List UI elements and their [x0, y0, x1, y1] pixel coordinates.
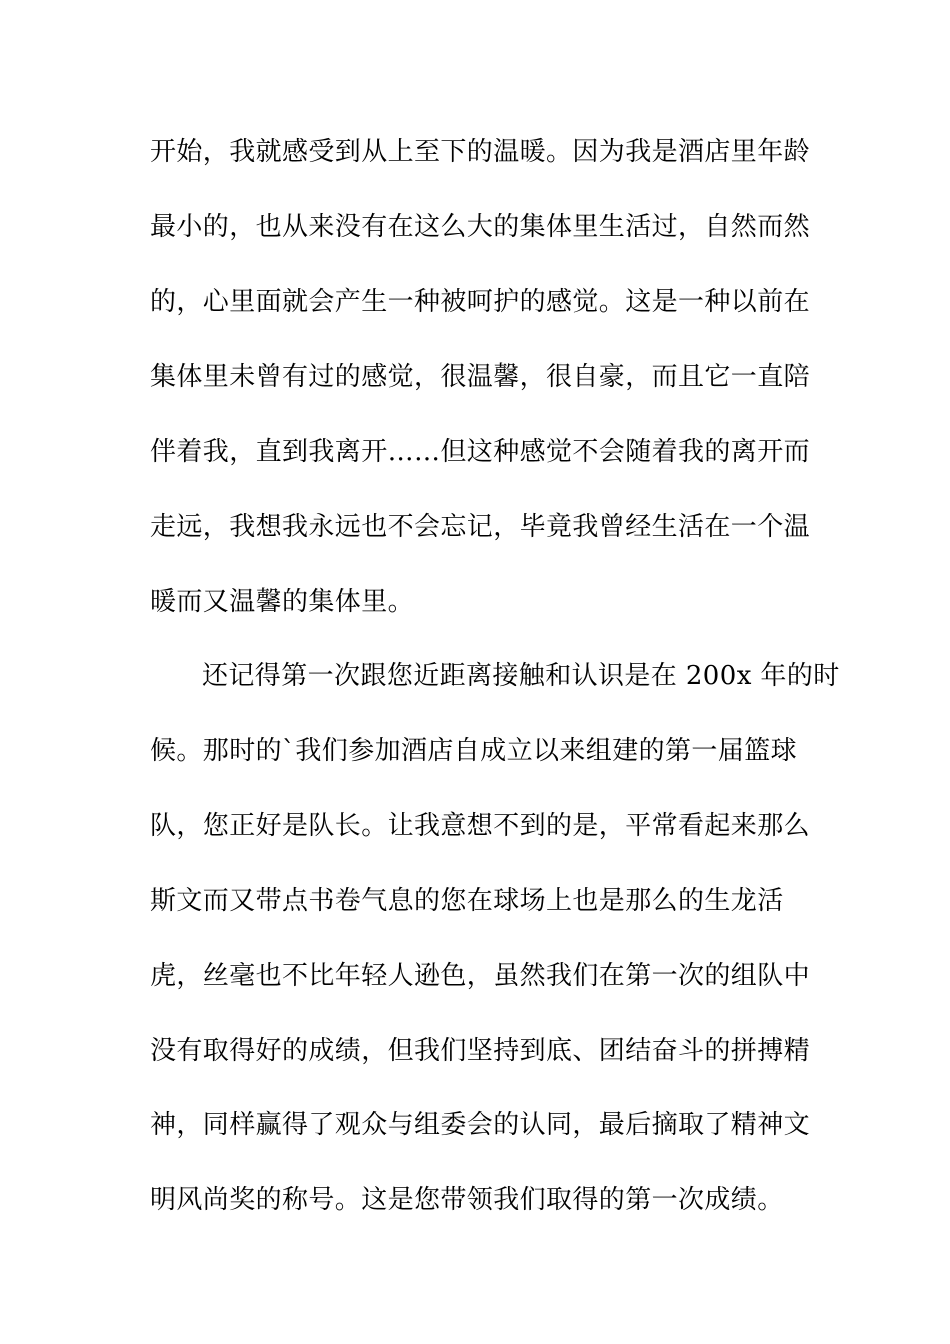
paragraph-1-line-3: 的，心里面就会产生一种被呵护的感觉。这是一种以前在: [150, 287, 811, 317]
paragraph-1-line-5: 伴着我，直到我离开……但这种感觉不会随着我的离开而: [150, 437, 811, 467]
paragraph-2-line-6: 没有取得好的成绩，但我们坚持到底、团结奋斗的拼搏精: [150, 1036, 811, 1066]
paragraph-1-line-6: 走远，我想我永远也不会忘记，毕竟我曾经生活在一个温: [150, 512, 811, 542]
paragraph-2-line-2: 候。那时的`我们参加酒店自成立以来组建的第一届篮球: [150, 736, 798, 766]
paragraph-2-line-7: 神，同样赢得了观众与组委会的认同，最后摘取了精神文: [150, 1110, 811, 1140]
paragraph-1-line-2: 最小的，也从来没有在这么大的集体里生活过，自然而然: [150, 212, 811, 242]
paragraph-2-line-8: 明风尚奖的称号。这是您带领我们取得的第一次成绩。: [150, 1185, 784, 1215]
paragraph-2-line-1: 还记得第一次跟您近距离接触和认识是在 200x 年的时: [202, 661, 840, 691]
paragraph-1-line-7: 暖而又温馨的集体里。: [150, 587, 415, 617]
paragraph-2-line-3: 队，您正好是队长。让我意想不到的是，平常看起来那么: [150, 811, 811, 841]
paragraph-2-line-4: 斯文而又带点书卷气息的您在球场上也是那么的生龙活: [150, 886, 784, 916]
paragraph-1-line-1: 开始，我就感受到从上至下的温暖。因为我是酒店里年龄: [150, 137, 811, 167]
paragraph-2-line-5: 虎，丝毫也不比年轻人逊色，虽然我们在第一次的组队中: [150, 961, 811, 991]
paragraph-1-line-4: 集体里未曾有过的感觉，很温馨，很自豪，而且它一直陪: [150, 362, 811, 392]
